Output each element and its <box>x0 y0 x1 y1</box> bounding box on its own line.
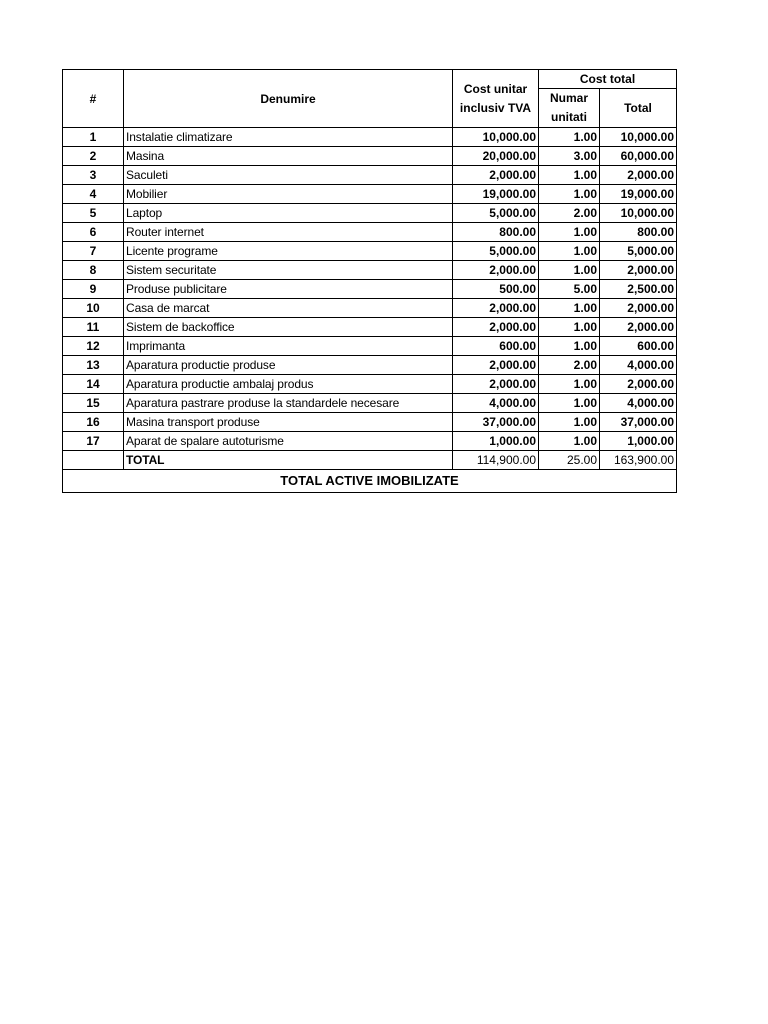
row-unit-cost: 2,000.00 <box>453 375 539 394</box>
row-name: Masina <box>124 147 453 166</box>
row-unit-cost: 800.00 <box>453 223 539 242</box>
row-units: 1.00 <box>539 223 600 242</box>
row-unit-cost: 600.00 <box>453 337 539 356</box>
row-total: 10,000.00 <box>600 128 677 147</box>
row-units: 1.00 <box>539 185 600 204</box>
table-row <box>63 356 677 375</box>
row-unit-cost: 2,000.00 <box>453 356 539 375</box>
table-row <box>63 147 677 166</box>
row-name: Sistem securitate <box>124 261 453 280</box>
row-index: 1 <box>63 128 124 147</box>
row-name: Mobilier <box>124 185 453 204</box>
row-index: 4 <box>63 185 124 204</box>
row-name: Licente programe <box>124 242 453 261</box>
row-total: 37,000.00 <box>600 413 677 432</box>
row-total: 5,000.00 <box>600 242 677 261</box>
row-name: Aparatura productie ambalaj produs <box>124 375 453 394</box>
row-total: 2,000.00 <box>600 261 677 280</box>
row-total: 1,000.00 <box>600 432 677 451</box>
table-row <box>63 261 677 280</box>
total-row <box>63 451 677 470</box>
table-row <box>63 318 677 337</box>
row-unit-cost: 1,000.00 <box>453 432 539 451</box>
total-unit-cost: 114,900.00 <box>453 451 539 470</box>
table-body <box>63 128 677 451</box>
row-units: 1.00 <box>539 242 600 261</box>
table-row <box>63 432 677 451</box>
row-name: Sistem de backoffice <box>124 318 453 337</box>
row-name: Aparatura productie produse <box>124 356 453 375</box>
row-total: 60,000.00 <box>600 147 677 166</box>
row-index: 7 <box>63 242 124 261</box>
row-total: 2,000.00 <box>600 166 677 185</box>
row-total: 10,000.00 <box>600 204 677 223</box>
row-unit-cost: 2,000.00 <box>453 166 539 185</box>
row-units: 3.00 <box>539 147 600 166</box>
row-units: 2.00 <box>539 204 600 223</box>
row-name: Produse publicitare <box>124 280 453 299</box>
header-name: Denumire <box>124 70 453 128</box>
table-row <box>63 394 677 413</box>
table-row <box>63 242 677 261</box>
row-index: 15 <box>63 394 124 413</box>
row-name: Masina transport produse <box>124 413 453 432</box>
row-total: 2,500.00 <box>600 280 677 299</box>
table-row <box>63 413 677 432</box>
row-total: 600.00 <box>600 337 677 356</box>
row-index: 6 <box>63 223 124 242</box>
row-units: 1.00 <box>539 318 600 337</box>
row-name: Router internet <box>124 223 453 242</box>
total-units: 25.00 <box>539 451 600 470</box>
row-name: Laptop <box>124 204 453 223</box>
table-row <box>63 223 677 242</box>
row-index: 12 <box>63 337 124 356</box>
row-index: 9 <box>63 280 124 299</box>
row-unit-cost: 10,000.00 <box>453 128 539 147</box>
header-total: Total <box>600 89 677 128</box>
row-units: 1.00 <box>539 375 600 394</box>
row-unit-cost: 2,000.00 <box>453 318 539 337</box>
row-units: 1.00 <box>539 413 600 432</box>
header-unit-cost: Cost unitar inclusiv TVA <box>453 70 539 128</box>
row-units: 1.00 <box>539 166 600 185</box>
table-row <box>63 166 677 185</box>
row-index: 13 <box>63 356 124 375</box>
row-total: 800.00 <box>600 223 677 242</box>
header-units: Numar unitati <box>539 89 600 128</box>
total-sum: 163,900.00 <box>600 451 677 470</box>
row-index: 17 <box>63 432 124 451</box>
row-units: 1.00 <box>539 337 600 356</box>
table-row <box>63 299 677 318</box>
row-units: 1.00 <box>539 261 600 280</box>
table-row <box>63 375 677 394</box>
header-index: # <box>63 70 124 128</box>
row-name: Aparatura pastrare produse la standardele necesare <box>124 394 453 413</box>
row-unit-cost: 37,000.00 <box>453 413 539 432</box>
table-row <box>63 280 677 299</box>
row-units: 1.00 <box>539 299 600 318</box>
table-row <box>63 337 677 356</box>
footer-row <box>63 470 677 493</box>
row-units: 5.00 <box>539 280 600 299</box>
row-name: Saculeti <box>124 166 453 185</box>
row-units: 2.00 <box>539 356 600 375</box>
row-index: 2 <box>63 147 124 166</box>
table-row <box>63 185 677 204</box>
row-total: 4,000.00 <box>600 356 677 375</box>
row-index: 10 <box>63 299 124 318</box>
fixed-assets-table <box>62 69 677 493</box>
row-index: 11 <box>63 318 124 337</box>
row-unit-cost: 2,000.00 <box>453 299 539 318</box>
row-units: 1.00 <box>539 432 600 451</box>
row-unit-cost: 4,000.00 <box>453 394 539 413</box>
row-name: Imprimanta <box>124 337 453 356</box>
row-total: 19,000.00 <box>600 185 677 204</box>
header-cost-total-group: Cost total <box>539 70 677 89</box>
row-name: Casa de marcat <box>124 299 453 318</box>
row-unit-cost: 5,000.00 <box>453 242 539 261</box>
row-name: Instalatie climatizare <box>124 128 453 147</box>
row-index: 8 <box>63 261 124 280</box>
row-total: 2,000.00 <box>600 375 677 394</box>
row-units: 1.00 <box>539 394 600 413</box>
row-index: 3 <box>63 166 124 185</box>
row-total: 2,000.00 <box>600 299 677 318</box>
row-index: 16 <box>63 413 124 432</box>
total-label: TOTAL <box>124 451 453 470</box>
row-unit-cost: 5,000.00 <box>453 204 539 223</box>
table-row <box>63 128 677 147</box>
row-name: Aparat de spalare autoturisme <box>124 432 453 451</box>
row-unit-cost: 500.00 <box>453 280 539 299</box>
row-index: 5 <box>63 204 124 223</box>
row-unit-cost: 2,000.00 <box>453 261 539 280</box>
row-unit-cost: 19,000.00 <box>453 185 539 204</box>
row-units: 1.00 <box>539 128 600 147</box>
row-index: 14 <box>63 375 124 394</box>
row-total: 4,000.00 <box>600 394 677 413</box>
row-unit-cost: 20,000.00 <box>453 147 539 166</box>
table-row <box>63 204 677 223</box>
footer-title: TOTAL ACTIVE IMOBILIZATE <box>63 470 677 493</box>
total-index-cell <box>63 451 124 470</box>
row-total: 2,000.00 <box>600 318 677 337</box>
